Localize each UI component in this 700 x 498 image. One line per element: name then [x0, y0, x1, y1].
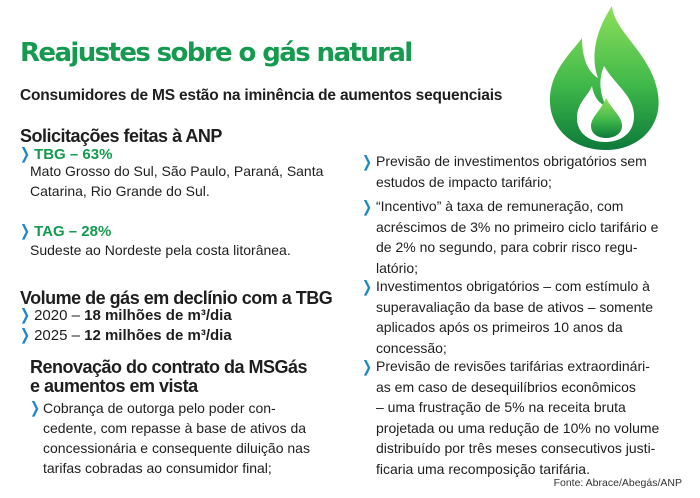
right-item-tariff-reviews [362, 356, 687, 479]
renewal-heading [30, 356, 307, 397]
renewal-heading-line: Renovação do contrato da MSGás [30, 357, 308, 377]
tbg-states [30, 161, 323, 201]
right-item-line: as em caso de desequilíbrios econômicos [376, 378, 636, 395]
renewal-heading-line: e aumentos em vista [30, 376, 198, 396]
volume-value: 12 milhões de m³/dia [84, 327, 232, 344]
chevron-right-icon: ❯ [362, 357, 373, 377]
right-item-line: aplicados após os primeiros 10 anos da [376, 319, 623, 335]
chevron-right-icon: ❯ [20, 305, 31, 325]
chevron-right-icon: ❯ [362, 277, 373, 297]
chevron-right-icon: ❯ [20, 325, 31, 345]
tbg-states-line: Mato Grosso do Sul, São Paulo, Paraná, Santa [30, 163, 324, 179]
infographic-subtitle: Consumidores de MS estão na iminência de aumentos sequenciais [20, 87, 503, 104]
chevron-right-icon: ❯ [20, 221, 31, 241]
chevron-right-icon: ❯ [30, 398, 41, 418]
tag-region [30, 240, 291, 260]
chevron-right-icon: ❯ [362, 197, 373, 217]
volume-item-2025 [20, 325, 232, 346]
renewal-item-line: Cobrança de outorga pelo poder con- [43, 400, 276, 416]
source-credit: Fonte: Abrace/Abegás/ANP [553, 477, 682, 489]
tag-label-row [20, 221, 111, 242]
right-item-line: distribuído por três meses consecutivos justi- [376, 440, 656, 456]
renewal-item-line: concessionária e consequente diluição nas [43, 440, 310, 456]
renewal-item-line: tarifas cobradas ao consumidor final; [43, 460, 272, 476]
right-item-investments [362, 151, 687, 192]
tag-label: TAG – 28% [34, 223, 112, 240]
flame-icon [530, 2, 680, 152]
infographic-title: Reajustes sobre o gás natural [20, 38, 412, 68]
right-item-line: latório; [376, 259, 419, 276]
chevron-right-icon: ❯ [20, 144, 31, 164]
right-item-line: de 2% no segundo, para cobrir risco regu- [376, 239, 638, 255]
right-item-line: acréscimos de 3% no primeiro ciclo tarifário e [376, 218, 659, 235]
right-item-line: “Incentivo” à taxa de remuneração, com [376, 198, 624, 214]
tag-region-line: Sudeste ao Nordeste pela costa litorânea. [30, 242, 291, 258]
chevron-right-icon: ❯ [362, 152, 373, 172]
volume-item-2020 [20, 305, 232, 326]
right-item-line: Previsão de investimentos obrigatórios sem [376, 153, 647, 169]
right-item-line: estudos de impacto tarifário; [376, 173, 552, 190]
tbg-states-line: Catarina, Rio Grande do Sul. [30, 183, 210, 199]
volume-value: 18 milhões de m³/dia [84, 307, 232, 324]
requests-heading: Solicitações feitas à ANP [20, 126, 222, 146]
tbg-label: TBG – 63% [34, 146, 113, 163]
right-item-line: – uma frustração de 5% na receita bruta [376, 399, 626, 415]
renewal-item-line: cedente, com repasse à base de ativos da [43, 420, 307, 436]
right-item-incentive [362, 196, 687, 278]
right-item-mandatory-investments [362, 276, 687, 358]
right-item-line: projetada ou uma redução de 10% no volume [376, 419, 660, 436]
right-item-line: superavaliação da base de ativos – somente [376, 298, 654, 315]
right-item-line: Previsão de revisões tarifárias extraordinári- [376, 358, 650, 374]
volume-year: 2020 – [34, 307, 85, 324]
renewal-item [30, 398, 345, 478]
right-item-line: ficaria uma recomposição tarifária. [376, 460, 590, 477]
volume-heading: Volume de gás em declínio com a TBG [20, 288, 333, 308]
right-item-line: Investimentos obrigatórios – com estímulo à [376, 278, 650, 294]
right-item-line: concessão; [376, 339, 447, 356]
volume-year: 2025 – [34, 327, 85, 344]
